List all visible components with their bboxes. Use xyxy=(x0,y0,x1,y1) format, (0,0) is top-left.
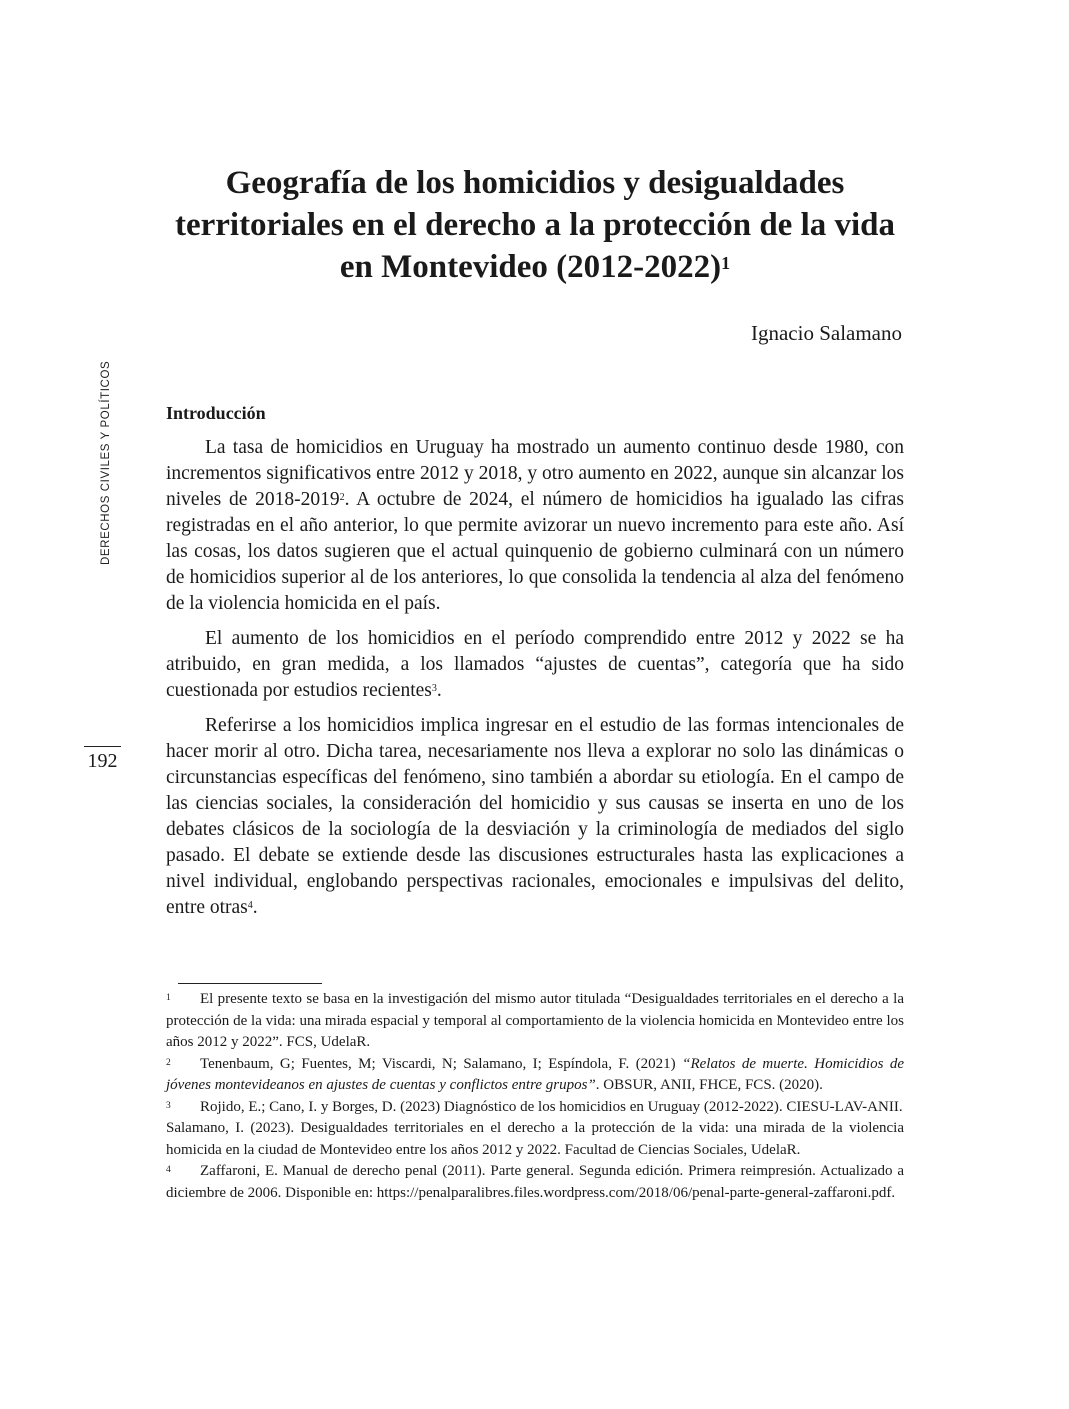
title-line-2: territoriales en el derecho a la protección de la vida xyxy=(174,207,896,243)
footnote-2-italic-title: “Relatos de muerte. Homicidios de jóvenes montevideanos en ajustes de cuentas y conflictos entre grupos” xyxy=(166,1055,904,1093)
footnote-1-number: 1 xyxy=(166,993,171,1003)
section-heading: Introducción xyxy=(166,403,266,423)
paragraph-1-text-b: . A octubre de 2024, el número de homicidios ha igualado las cifras registradas en el año anterior, lo que permite avizorar un nuevo incremento para este año. Así las cosas, los datos sugieren que el actual quinquenio de gobierno culminará con un número de homicidios superior al de los anteriores, lo que consolida la tendencia al alza del fenómeno de la violencia homicida en el país. xyxy=(166,489,904,614)
paragraph-1 xyxy=(166,435,904,617)
paragraph-2 xyxy=(166,626,904,704)
footnote-4-number: 4 xyxy=(166,1165,171,1175)
footnote-2-text-b: . OBSUR, ANII, FHCE, FCS. (2020). xyxy=(595,1077,823,1093)
section-side-label: DERECHOS CIVILES Y POLÍTICOS xyxy=(100,360,112,565)
footnote-2-number: 2 xyxy=(166,1057,171,1068)
page-title xyxy=(150,162,920,288)
footnote-4-text: Zaffaroni, E. Manual de derecho penal (2011). Parte general. Segunda edición. Primera reimpresión. Actualizado a diciembre de 2006. Disponible en: https://penalparalibres.files.wordpress.com/2018/06/penal-parte-general-zaffaroni.pdf. xyxy=(166,1163,904,1201)
paragraph-2-text-b: . xyxy=(436,680,442,701)
title-line-1: Geografía de los homicidios y desigualdades xyxy=(225,165,845,201)
footnote-ref-3[interactable]: 3 xyxy=(431,683,437,694)
paragraph-3-text-b: . xyxy=(252,897,258,918)
footnote-separator xyxy=(178,983,322,984)
author-name: Ignacio Salamano xyxy=(750,321,902,345)
main-body xyxy=(166,400,904,930)
page-number: 192 xyxy=(87,750,118,772)
paragraph-3-text-a: Referirse a los homicidios implica ingresar en el estudio de las formas intencionales de hacer morir al otro. Dicha tarea, necesariamente nos lleva a explorar no solo las dinámicas o circunstancias específicas del fenómeno, sino también a abordar su etiología. En el campo de las ciencias sociales, la consideración del homicidio y sus causas se inserta en uno de los debates clásicos de la sociología de la desviación y la criminología de mediados del siglo pasado. El debate se extiende desde las discusiones estructurales hasta las explicaciones a nivel individual, englobando perspectivas racionales, emocionales e impulsivas del delito, entre otras xyxy=(166,715,904,918)
footnote-1 xyxy=(166,989,904,1054)
title-line-3: en Montevideo (2012-2022) xyxy=(339,249,722,285)
footnote-2-text-a: Tenenbaum, G; Fuentes, M; Viscardi, N; Salamano, I; Espíndola, F. (2021) xyxy=(200,1055,683,1072)
footnote-ref-4[interactable]: 4 xyxy=(247,900,253,911)
paragraph-1-text-a: La tasa de homicidios en Uruguay ha mostrado un aumento continuo desde 1980, con incrementos significativos entre 2012 y 2018, y otro aumento en 2022, aunque sin alcanzar los niveles de 2018-2019 xyxy=(166,437,904,510)
footnote-3 xyxy=(166,1097,904,1119)
footnote-3-number: 3 xyxy=(166,1100,171,1111)
paragraph-3 xyxy=(166,713,904,921)
footnote-1-text: El presente texto se basa en la investigación del mismo autor titulada “Desigualdades territoriales en el derecho a la protección de la vida: una mirada espacial y temporal al comportamiento de la violencia homicida en Montevideo entre los años 2012 y 2022”. FCS, UdelaR. xyxy=(166,991,904,1050)
footnote-4 xyxy=(166,1161,904,1204)
footnote-ref-2[interactable]: 2 xyxy=(339,492,345,503)
footnote-3-text: Rojido, E.; Cano, I. y Borges, D. (2023) Diagnóstico de los homicidios en Uruguay (2012-2022). CIESU-LAV-ANII. xyxy=(200,1098,903,1115)
footnotes xyxy=(166,989,904,1204)
footnote-3-extra: Salamano, I. (2023). Desigualdades territoriales en el derecho a la protección de la vida: una mirada de la violencia homicida en la ciudad de Montevideo entre los años 2012 y 2022. Facultad de Ciencias Sociales, UdelaR. xyxy=(166,1120,904,1158)
footnote-2 xyxy=(166,1054,904,1097)
page-number-rule xyxy=(84,746,121,747)
title-footnote-marker[interactable]: 1 xyxy=(721,253,731,273)
paragraph-2-text-a: El aumento de los homicidios en el período comprendido entre 2012 y 2022 se ha atribuido, en gran medida, a los llamados “ajustes de cuentas”, categoría que ha sido cuestionada por estudios recientes xyxy=(166,628,904,701)
